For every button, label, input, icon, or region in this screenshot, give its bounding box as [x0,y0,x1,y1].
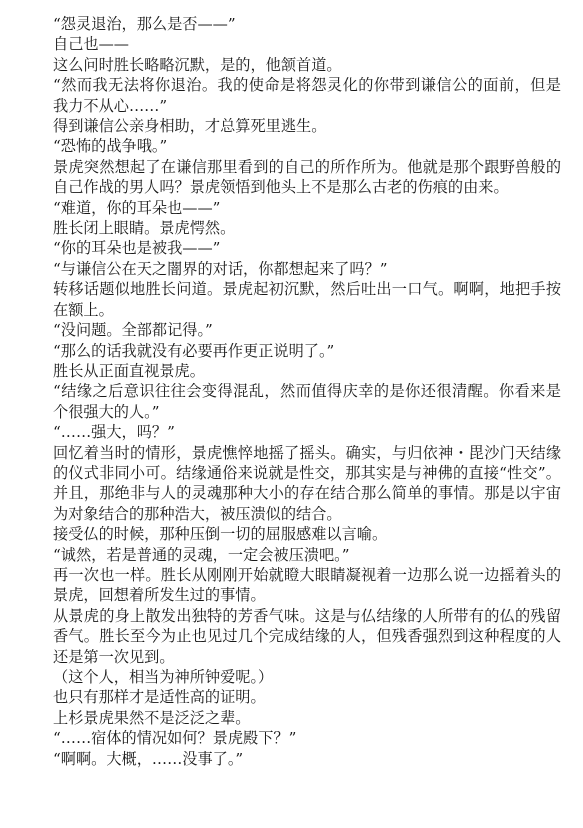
paragraph: “然而我无法将你退治。我的使命是将怨灵化的你带到谦信公的面前，但是我力不从心……” [53,76,561,115]
paragraph: “你的耳朵也是被我——” [53,239,221,258]
paragraph: “……宿体的情况如何？景虎殿下？” [53,729,297,748]
paragraph: 回忆着当时的情形，景虎憔悴地摇了摇头。确实，与归依神・毘沙门天结缘的仪式非同小可。结缘通俗来说就是性交，那其实是与神佛的直接“性交”。并且，那绝非与人的灵魂那种大小的存在结合那么简单的事情。那是以宇宙为对象结合的那种浩大，被压溃似的结合。 [53,443,561,523]
paragraph: 转移话题似地胜长问道。景虎起初沉默，然后吐出一口气。啊啊，地把手按在额上。 [53,280,561,319]
paragraph: 胜长闭上眼睛。景虎愕然。 [53,219,236,238]
paragraph: 得到谦信公亲身相助，才总算死里逃生。 [53,117,327,136]
paragraph: 接受仏的时候，那种压倒一切的屈服感难以言喻。 [53,525,388,544]
paragraph: “那么的话我就没有必要再作更正说明了。” [53,341,335,360]
paragraph: 自己也—— [53,35,129,54]
paragraph: “没问题。全部都记得。” [53,321,213,340]
paragraph: 也只有那样才是适性高的证明。 [53,688,266,707]
paragraph: “结缘之后意识往往会变得混乱，然而值得庆幸的是你还很清醒。你看来是个很强大的人。” [53,382,561,421]
paragraph: 再一次也一样。胜长从刚刚开始就瞪大眼睛凝视着一边那么说一边摇着头的景虎，回想着所发生过的事情。 [53,565,561,605]
paragraph: 上杉景虎果然不是泛泛之辈。 [53,708,251,727]
paragraph: “啊啊。大概，……没事了。” [53,749,244,768]
paragraph: 从景虎的身上散发出独特的芳香气味。这是与仏结缘的人所带有的仏的残留香气。胜长至今为止也见过几个完成结缘的人，但残香强烈到这种程度的人还是第一次见到。 [53,606,561,666]
paragraph: “诚然，若是普通的灵魂，一定会被压溃吧。” [53,545,350,564]
paragraph: 景虎突然想起了在谦信那里看到的自己的所作所为。他就是那个跟野兽般的自己作战的男人吗？景虎领悟到他头上不是那么古老的伤痕的由来。 [53,157,561,197]
paragraph: “难道，你的耳朵也——” [53,198,221,217]
paragraph: “……强大，吗？” [53,423,175,442]
paragraph: 胜长从正面直视景虎。 [53,361,205,380]
paragraph: “怨灵退治，那么是否——” [53,15,236,33]
paragraph: （这个人，相当为神所钟爱呢。） [53,668,274,686]
paragraph: 这么问时胜长略略沉默，是的，他颔首道。 [53,55,342,74]
paragraph: “恐怖的战争哦。” [53,137,168,156]
paragraph: “与谦信公在天之闇界的对话，你都想起来了吗？” [53,259,388,278]
